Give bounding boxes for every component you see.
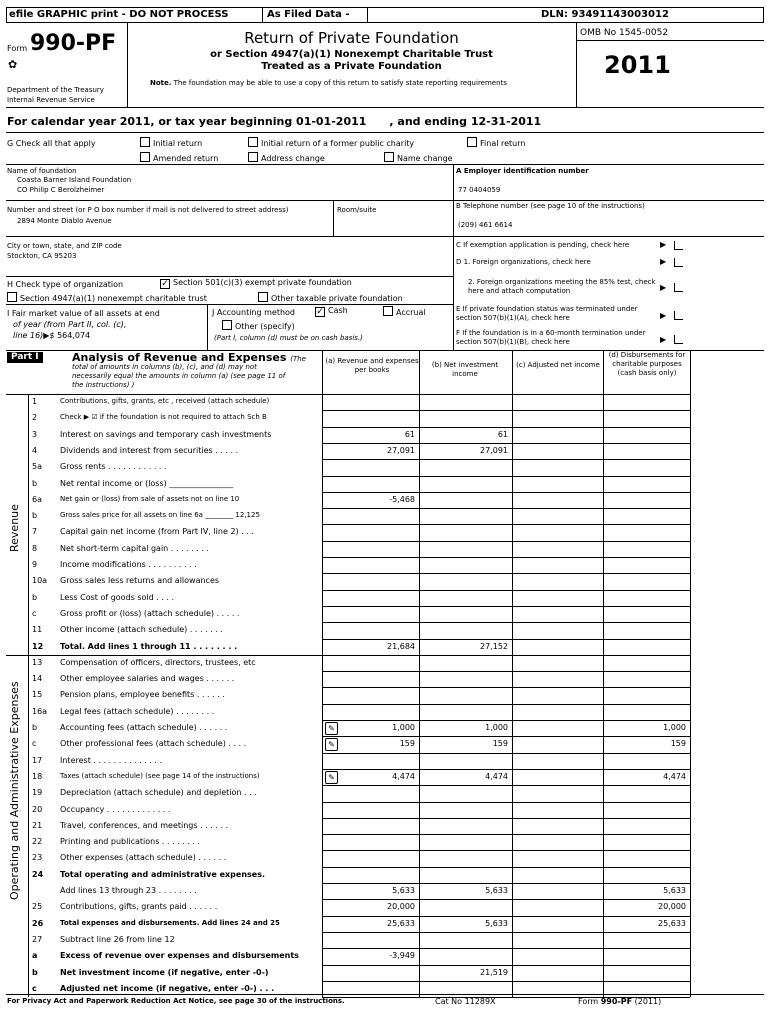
table-row-rule: [322, 867, 690, 868]
row-number: 3: [32, 429, 38, 439]
row-label: Other professional fees (attach schedule) . . . .: [60, 739, 247, 749]
street-value: 2894 Monte Diablo Avenue: [17, 217, 112, 225]
row-label: Occupancy . . . . . . . . . . . . .: [60, 804, 171, 814]
row-label: Gross profit or (loss) (attach schedule) . . . . .: [60, 608, 240, 618]
table-row-rule: [322, 965, 690, 966]
j-note: (Part I, column (d) must be on cash basis.): [214, 334, 363, 342]
checkbox-icon[interactable]: [248, 152, 258, 162]
g-check-label: G Check all that apply: [7, 139, 96, 148]
as-filed-label: As Filed Data -: [267, 9, 350, 20]
row-label: Interest on savings and temporary cash investments: [60, 429, 272, 439]
row-label: Total. Add lines 1 through 11 . . . . . . . .: [60, 641, 238, 651]
d2-arrow-icon: ▶: [660, 283, 667, 292]
col-a-value: 159: [399, 739, 415, 749]
note-bold: Note.: [150, 79, 172, 87]
table-row-rule: [322, 427, 690, 428]
table-row-rule: [322, 459, 690, 460]
col-a-value: 21,684: [387, 641, 415, 651]
table-row-rule: [322, 834, 690, 835]
col-d-value: 1,000: [663, 723, 686, 732]
phone-value: (209) 461 6614: [458, 221, 513, 229]
checkbox-icon[interactable]: [258, 292, 268, 302]
side-label-expenses: Operating and Administrative Expenses: [8, 681, 21, 900]
row-label: Depreciation (attach schedule) and depletion . . .: [60, 788, 257, 798]
row-label: Excess of revenue over expenses and disbursements: [60, 951, 299, 961]
g-initial-former[interactable]: [248, 137, 414, 149]
g-amended-label: Amended return: [153, 154, 219, 163]
row-label: Check ▶ ☑ if the foundation is not required to attach Sch B: [60, 413, 267, 422]
city-value: Stockton, CA 95203: [7, 252, 77, 260]
row-number: 8: [32, 543, 38, 553]
form-label: Form: [7, 44, 28, 53]
col-a-value: 25,633: [387, 918, 415, 928]
row-label: Net gain or (loss) from sale of assets not on line 10: [60, 494, 240, 503]
checkbox-icon[interactable]: [467, 137, 477, 147]
g-address-change[interactable]: [248, 152, 325, 164]
g-amended-return[interactable]: [140, 152, 218, 164]
row-label: Printing and publications . . . . . . . .: [60, 837, 201, 847]
part-i-desc-2: necessarily equal the amounts in column (a) (see page 11 of: [72, 372, 286, 380]
e-checkbox[interactable]: [674, 311, 683, 320]
d1-arrow-icon: ▶: [660, 257, 667, 266]
c-arrow-icon: ▶: [660, 240, 667, 249]
table-row-rule: [322, 687, 690, 688]
table-row-rule: [322, 508, 690, 509]
col-b-value: 1,000: [485, 723, 508, 732]
row-number: b: [32, 967, 38, 977]
table-row-rule: [322, 541, 690, 542]
row-number: 25: [32, 902, 43, 912]
row-label: Net rental income or (loss) ________________: [60, 478, 234, 488]
table-row-rule: [322, 606, 690, 607]
form-subtitle-2: Treated as a Private Foundation: [261, 61, 442, 72]
h-501c3-label: Section 501(c)(3) exempt private foundation: [173, 278, 352, 287]
col-b-value: 61: [497, 429, 508, 439]
row-number: 1: [32, 397, 38, 406]
col-a-value: 5,633: [392, 886, 415, 895]
row-label: Other expenses (attach schedule) . . . . . .: [60, 853, 227, 863]
row-number: 26: [32, 918, 44, 928]
col-d-value: 5,633: [663, 886, 686, 895]
row-label: Gross rents . . . . . . . . . . . .: [60, 462, 167, 472]
row-number: 6a: [32, 494, 42, 504]
street-label: Number and street (or P O box number if mail is not delivered to street address): [7, 206, 289, 214]
table-row-rule: [322, 492, 690, 493]
table-row-rule: [322, 802, 690, 803]
h-other-label: Other taxable private foundation: [271, 294, 403, 303]
row-label: Net investment income (if negative, enter -0-): [60, 967, 269, 977]
row-label: Add lines 13 through 23 . . . . . . . .: [60, 886, 197, 895]
row-number: b: [32, 478, 38, 488]
name-label: Name of foundation: [7, 167, 77, 175]
row-label: Income modifications . . . . . . . . . .: [60, 560, 197, 569]
col-b-value: 27,091: [480, 445, 508, 455]
table-row-rule: [322, 410, 690, 411]
table-row-rule: [322, 443, 690, 444]
row-label: Travel, conferences, and meetings . . . . . .: [60, 820, 229, 830]
note-line: [150, 79, 507, 88]
row-number: 23: [32, 853, 43, 863]
row-label: Subtract line 26 from line 12: [60, 934, 175, 944]
g-final-label: Final return: [480, 139, 526, 148]
table-row-rule: [322, 671, 690, 672]
row-label: Other employee salaries and wages . . . . . .: [60, 674, 235, 684]
row-label: Gross sales less returns and allowances: [60, 576, 220, 586]
col-a-value: 20,000: [387, 902, 415, 912]
col-d-value: 4,474: [663, 771, 686, 781]
part-i-title-note: (The: [290, 355, 306, 363]
row-label: Other income (attach schedule) . . . . . . .: [60, 625, 223, 635]
table-row-rule: [322, 639, 690, 640]
row-number: a: [32, 951, 38, 961]
col-b-value: 27,152: [480, 641, 508, 651]
efile-banner: efile GRAPHIC print - DO NOT PROCESS: [9, 9, 229, 20]
d2-label: 2. Foreign organizations meeting the 85% test, check here and attach computation: [468, 278, 656, 295]
attachment-icon[interactable]: ✎: [325, 771, 338, 784]
fmv-value: 564,074: [57, 331, 91, 340]
col-c-header: (c) Adjusted net income: [516, 361, 600, 369]
foundation-co: CO Philip C Berolzheimer: [17, 186, 105, 194]
checkbox-checked-icon[interactable]: ✓: [161, 279, 169, 289]
g-name-label: Name change: [397, 154, 453, 163]
dept-treasury: Department of the Treasury: [7, 86, 104, 94]
table-row-rule: [322, 850, 690, 851]
i-label-1: I Fair market value of all assets at end: [7, 309, 160, 318]
col-a-value: 61: [404, 429, 415, 439]
col-a-value: -3,949: [389, 951, 415, 961]
footer-form-year: (2011): [634, 997, 662, 1006]
row-number: 4: [32, 445, 38, 455]
col-a-header: (a) Revenue and expenses per books: [325, 357, 419, 374]
table-row-rule: [322, 981, 690, 982]
row-number: 7: [32, 527, 38, 537]
table-row-rule: [322, 655, 690, 656]
col-a-value: 27,091: [387, 445, 415, 455]
table-row-rule: [322, 753, 690, 754]
room-label: Room/suite: [337, 206, 377, 214]
table-row-rule: [322, 476, 690, 477]
table-row-rule: [322, 736, 690, 737]
table-row-rule: [322, 899, 690, 900]
j-cash-label: Cash: [328, 306, 348, 315]
part-i-desc-1: total of amounts in columns (b), (c), and (d) may not: [72, 363, 257, 371]
table-row-rule: [322, 948, 690, 949]
g-initial-return[interactable]: [140, 137, 202, 149]
table-row-rule: [322, 524, 690, 525]
g-final-return[interactable]: [467, 137, 525, 149]
privacy-notice: For Privacy Act and Paperwork Reduction Act Notice, see page 30 of the instructions.: [7, 997, 345, 1005]
row-number: 15: [32, 690, 43, 700]
j-cash[interactable]: [315, 306, 348, 317]
row-label: Capital gain net income (from Part IV, line 2) . . .: [60, 527, 254, 537]
attachment-icon[interactable]: ✎: [325, 738, 338, 751]
d1-label: D 1. Foreign organizations, check here: [456, 258, 591, 266]
row-label: Interest . . . . . . . . . . . . . .: [60, 755, 163, 765]
row-label: Adjusted net income (if negative, enter -0-) . . .: [60, 983, 275, 993]
h-4947-label: Section 4947(a)(1) nonexempt charitable trust: [20, 294, 207, 303]
row-number: 13: [32, 657, 43, 667]
checkbox-icon[interactable]: [384, 152, 394, 162]
checkbox-icon[interactable]: [140, 137, 150, 147]
c-exemption-label: C If exemption application is pending, check here: [456, 241, 630, 249]
table-row-rule: [322, 590, 690, 591]
col-d-value: 159: [670, 739, 686, 749]
h-other-taxable[interactable]: [258, 292, 403, 304]
row-number: 10a: [32, 576, 48, 586]
row-number: 24: [32, 869, 44, 879]
dln-number: DLN: 93491143003012: [541, 9, 669, 20]
row-number: 14: [32, 674, 43, 684]
col-b-value: 21,519: [480, 967, 508, 977]
checkbox-icon[interactable]: [383, 306, 393, 316]
footer-form-id: [578, 997, 661, 1007]
checkbox-icon[interactable]: [140, 152, 150, 162]
row-label: Compensation of officers, directors, trustees, etc: [60, 657, 256, 667]
row-label: Gross sales price for all assets on line 6a ________ 12,125: [60, 511, 260, 520]
i-line16: line 16)▶$: [13, 331, 55, 340]
col-a-value: -5,468: [389, 494, 415, 504]
f-checkbox[interactable]: [674, 335, 683, 344]
part-i-tag: Part I: [7, 352, 43, 363]
i-label-3: [13, 331, 90, 341]
e-arrow-icon: ▶: [660, 311, 667, 320]
note-text: The foundation may be able to use a copy of this return to satisfy state reporting requirements: [171, 79, 507, 87]
row-number: 5a: [32, 462, 42, 472]
ein-label: A Employer identification number: [456, 167, 589, 175]
col-d-value: 25,633: [658, 918, 686, 928]
table-row-rule: [322, 769, 690, 770]
part-i-title-text: Analysis of Revenue and Expenses: [72, 351, 287, 364]
row-number: 16a: [32, 706, 48, 716]
row-number: 21: [32, 820, 43, 830]
ein-value: 77 0404059: [458, 186, 501, 194]
j-other-label: Other (specify): [235, 322, 295, 331]
e-label: E If private foundation status was terminated under section 507(b)(1)(A), check here: [456, 305, 638, 322]
calendar-year-line: [7, 115, 541, 128]
h-4947-trust[interactable]: [7, 292, 207, 304]
row-label: Less Cost of goods sold . . . .: [60, 592, 175, 602]
phone-label: B Telephone number (see page 10 of the instructions): [456, 202, 645, 210]
row-label: Taxes (attach schedule) (see page 14 of the instructions): [60, 771, 260, 780]
footer-form-number: 990-PF: [600, 997, 633, 1006]
calendar-beginning: For calendar year 2011, or tax year beginning 01-01-2011: [7, 115, 367, 128]
table-row-rule: [322, 573, 690, 574]
checkbox-icon[interactable]: [7, 292, 17, 302]
footer-form-prefix: Form: [578, 997, 599, 1006]
table-row-rule: [322, 932, 690, 933]
col-b-value: 5,633: [485, 918, 508, 928]
j-accrual-label: Accrual: [396, 308, 426, 317]
row-label: Net short-term capital gain . . . . . . . .: [60, 543, 209, 553]
d2-checkbox[interactable]: [674, 283, 683, 292]
j-label: J Accounting method: [212, 308, 296, 317]
checkbox-checked-icon[interactable]: ✓: [316, 307, 324, 317]
row-label: Contributions, gifts, grants, etc , received (attach schedule): [60, 397, 270, 405]
g-initial-label: Initial return: [153, 139, 203, 148]
row-number: 22: [32, 837, 43, 847]
row-number: c: [32, 739, 37, 749]
table-column-rule: [28, 394, 29, 997]
c-checkbox[interactable]: [674, 241, 683, 250]
row-label: Accounting fees (attach schedule) . . . . . .: [60, 723, 228, 732]
omb-number: OMB No 1545-0052: [580, 28, 669, 38]
col-a-value: 1,000: [392, 723, 415, 732]
calendar-ending: , and ending 12-31-2011: [389, 115, 542, 128]
row-number: 19: [32, 788, 43, 798]
f-label: F If the foundation is in a 60-month termination under section 507(b)(1)(B), check here: [456, 329, 646, 346]
table-row-rule: [322, 622, 690, 623]
checkbox-icon[interactable]: [248, 137, 258, 147]
table-row-rule: [322, 818, 690, 819]
h-501c3[interactable]: [160, 278, 352, 289]
j-other[interactable]: [222, 320, 295, 332]
g-address-label: Address change: [261, 154, 325, 163]
col-b-value: 5,633: [485, 886, 508, 895]
i-label-2: of year (from Part II, col. (c),: [13, 320, 127, 329]
table-row-rule: [322, 883, 690, 884]
attachment-icon[interactable]: ✎: [325, 722, 338, 735]
row-number: 18: [32, 771, 43, 781]
row-number: 17: [32, 755, 43, 765]
row-number: c: [32, 983, 37, 993]
side-label-revenue: Revenue: [8, 504, 21, 552]
form-number: 990-PF: [30, 31, 117, 56]
row-label: Total operating and administrative expenses.: [60, 869, 265, 879]
row-number: 27: [32, 934, 43, 944]
row-number: 2: [32, 413, 38, 423]
part-i-desc-3: the instructions) ): [72, 381, 135, 389]
d1-checkbox[interactable]: [674, 258, 683, 267]
eagle-icon: ✿: [8, 58, 18, 71]
dept-irs: Internal Revenue Service: [7, 96, 95, 104]
f-arrow-icon: ▶: [660, 335, 667, 344]
city-label: City or town, state, and ZIP code: [7, 242, 122, 250]
row-label: Dividends and interest from securities . . . . .: [60, 445, 239, 455]
table-row-rule: [322, 720, 690, 721]
j-accrual[interactable]: [383, 306, 426, 318]
form-subtitle-1: or Section 4947(a)(1) Nonexempt Charitable Trust: [210, 49, 493, 60]
table-row-rule: [322, 557, 690, 558]
row-number: 11: [32, 625, 43, 635]
row-number: b: [32, 723, 38, 732]
col-d-value: 20,000: [658, 902, 686, 912]
form-title: Return of Private Foundation: [244, 29, 459, 47]
col-b-value: 4,474: [485, 771, 508, 781]
col-b-header: (b) Net investment income: [431, 361, 499, 378]
checkbox-icon[interactable]: [222, 320, 232, 330]
foundation-name: Coasta Barner Island Foundation: [17, 176, 132, 184]
row-number: b: [32, 511, 38, 521]
row-label: Pension plans, employee benefits . . . . . .: [60, 690, 225, 700]
col-d-header: (d) Disbursements for charitable purposes (cash basis only): [608, 351, 686, 377]
tax-year: 2011: [604, 51, 671, 79]
row-number: 12: [32, 641, 44, 651]
g-name-change[interactable]: [384, 152, 453, 164]
h-label: H Check type of organization: [7, 280, 124, 289]
table-column-rule: [690, 350, 691, 997]
row-number: c: [32, 608, 37, 618]
table-header-rule: [6, 394, 690, 395]
table-row-rule: [322, 916, 690, 917]
row-label: Total expenses and disbursements. Add lines 24 and 25: [60, 918, 280, 927]
row-number: 9: [32, 560, 38, 569]
row-label: Legal fees (attach schedule) . . . . . . . .: [60, 706, 215, 716]
table-row-rule: [322, 704, 690, 705]
table-row-rule: [322, 785, 690, 786]
cat-number: Cat No 11289X: [435, 997, 496, 1006]
row-number: b: [32, 592, 38, 602]
col-b-value: 159: [492, 739, 508, 749]
col-a-value: 4,474: [392, 771, 415, 781]
g-initial-former-label: Initial return of a former public charity: [261, 139, 415, 148]
row-label: Contributions, gifts, grants paid . . . . . .: [60, 902, 218, 912]
row-number: 20: [32, 804, 43, 814]
